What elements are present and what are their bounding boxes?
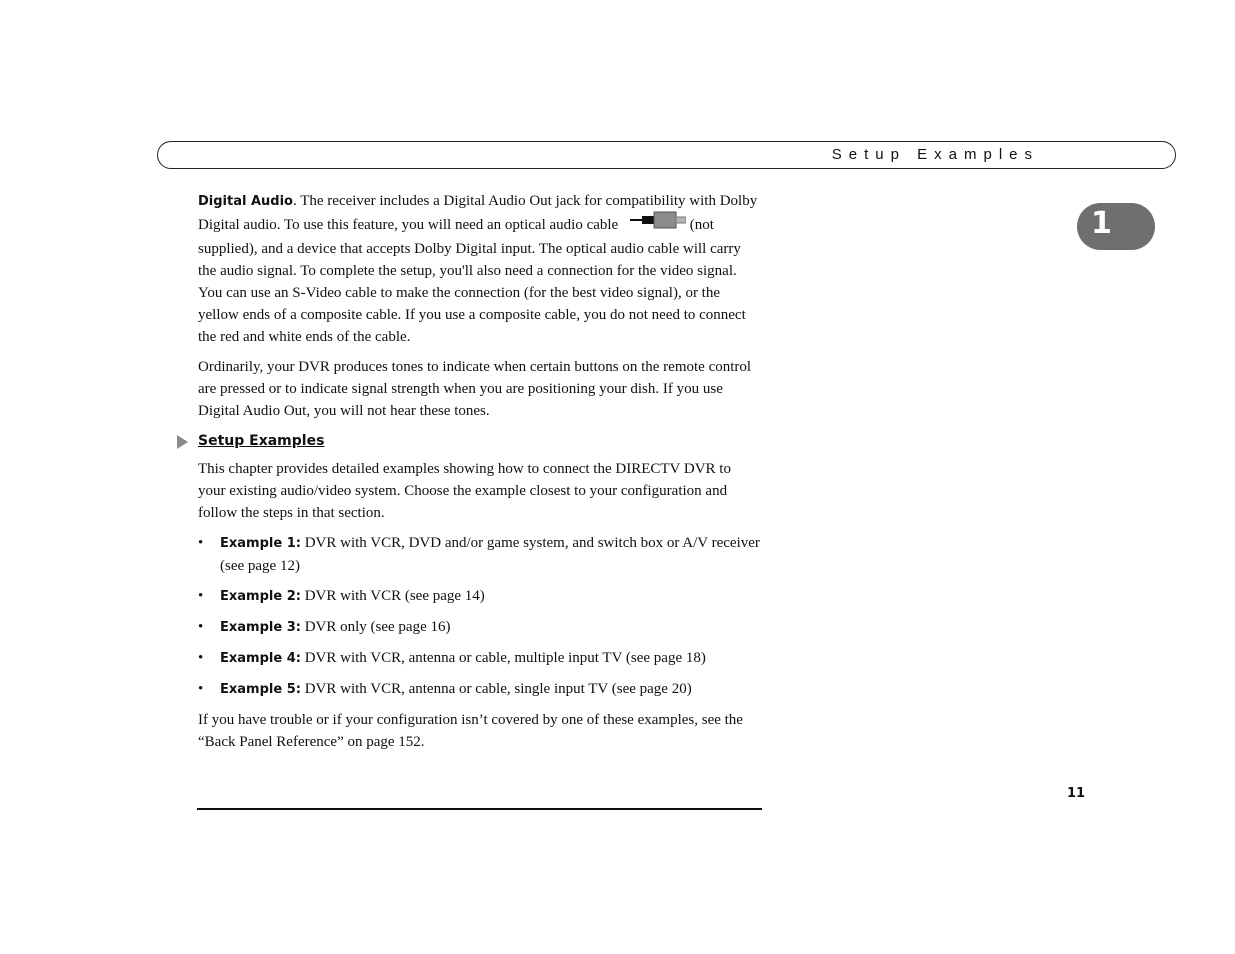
footer-rule [197, 808, 762, 810]
triangle-icon [177, 435, 188, 449]
example-text: DVR with VCR, DVD and/or game system, and switch box or A/V receiver (see page 12) [220, 535, 760, 574]
page-content [198, 190, 762, 761]
examples-list [198, 532, 762, 701]
digital-audio-text-1: . The receiver includes a Digital Audio Out jack for compatibility with Dolby Digital audio. To use this feature, you will need an optical audio cable [198, 193, 758, 233]
example-label: Example 2: [220, 589, 301, 604]
bullet: • [198, 588, 204, 604]
list-item [198, 532, 762, 577]
bullet: • [198, 650, 204, 666]
section-heading-text: Setup Examples [198, 433, 325, 449]
list-item [198, 616, 762, 639]
example-text: DVR with VCR, antenna or cable, single input TV (see page 20) [300, 681, 692, 697]
example-label: Example 3: [220, 620, 301, 635]
bullet: • [198, 681, 204, 697]
section-heading [198, 430, 762, 452]
example-label: Example 4: [220, 651, 301, 666]
bullet: • [198, 619, 204, 635]
example-text: DVR with VCR, antenna or cable, multiple input TV (see page 18) [300, 650, 706, 666]
section-intro: This chapter provides detailed examples showing how to connect the DIRECTV DVR to your existing audio/video system. Choose the example closest to your configuration and follow the steps in that section. [198, 461, 731, 521]
example-label: Example 1: [220, 536, 301, 551]
digital-audio-lead: Digital Audio [198, 194, 293, 209]
running-header-title: Setup Examples [831, 146, 1039, 163]
digital-audio-text-2: (not supplied), and a device that accepts Dolby Digital input. The optical audio cable will carry the audio signal. To complete the setup, you'll also need a connection for the video signal. You can use an S-Video cable to make the connection (for the best video signal), or the yellow ends of a composite cable. If you use a composite cable, you do not need to connect the red and white ends of the cable. [198, 216, 746, 345]
bullet: • [198, 535, 204, 551]
digital-audio-paragraph [198, 190, 762, 348]
list-item [198, 647, 762, 670]
list-item [198, 678, 762, 701]
optical-cable-icon [630, 211, 686, 236]
chapter-number: 1 [1091, 206, 1112, 241]
running-header [157, 141, 1176, 169]
list-item [198, 585, 762, 608]
tones-paragraph: Ordinarily, your DVR produces tones to indicate when certain buttons on the remote control are pressed or to indicate signal strength when you are positioning your dish. If you use Digital Audio Out, you will not hear these tones. [198, 359, 752, 419]
chapter-tab [1077, 203, 1155, 250]
example-label: Example 5: [220, 682, 301, 697]
example-text: DVR only (see page 16) [300, 619, 451, 635]
closing-paragraph: If you have trouble or if your configuration isn’t covered by one of these examples, see the “Back Panel Reference” on page 152. [198, 712, 743, 750]
example-text: DVR with VCR (see page 14) [300, 588, 485, 604]
page-number: 11 [1067, 786, 1086, 801]
